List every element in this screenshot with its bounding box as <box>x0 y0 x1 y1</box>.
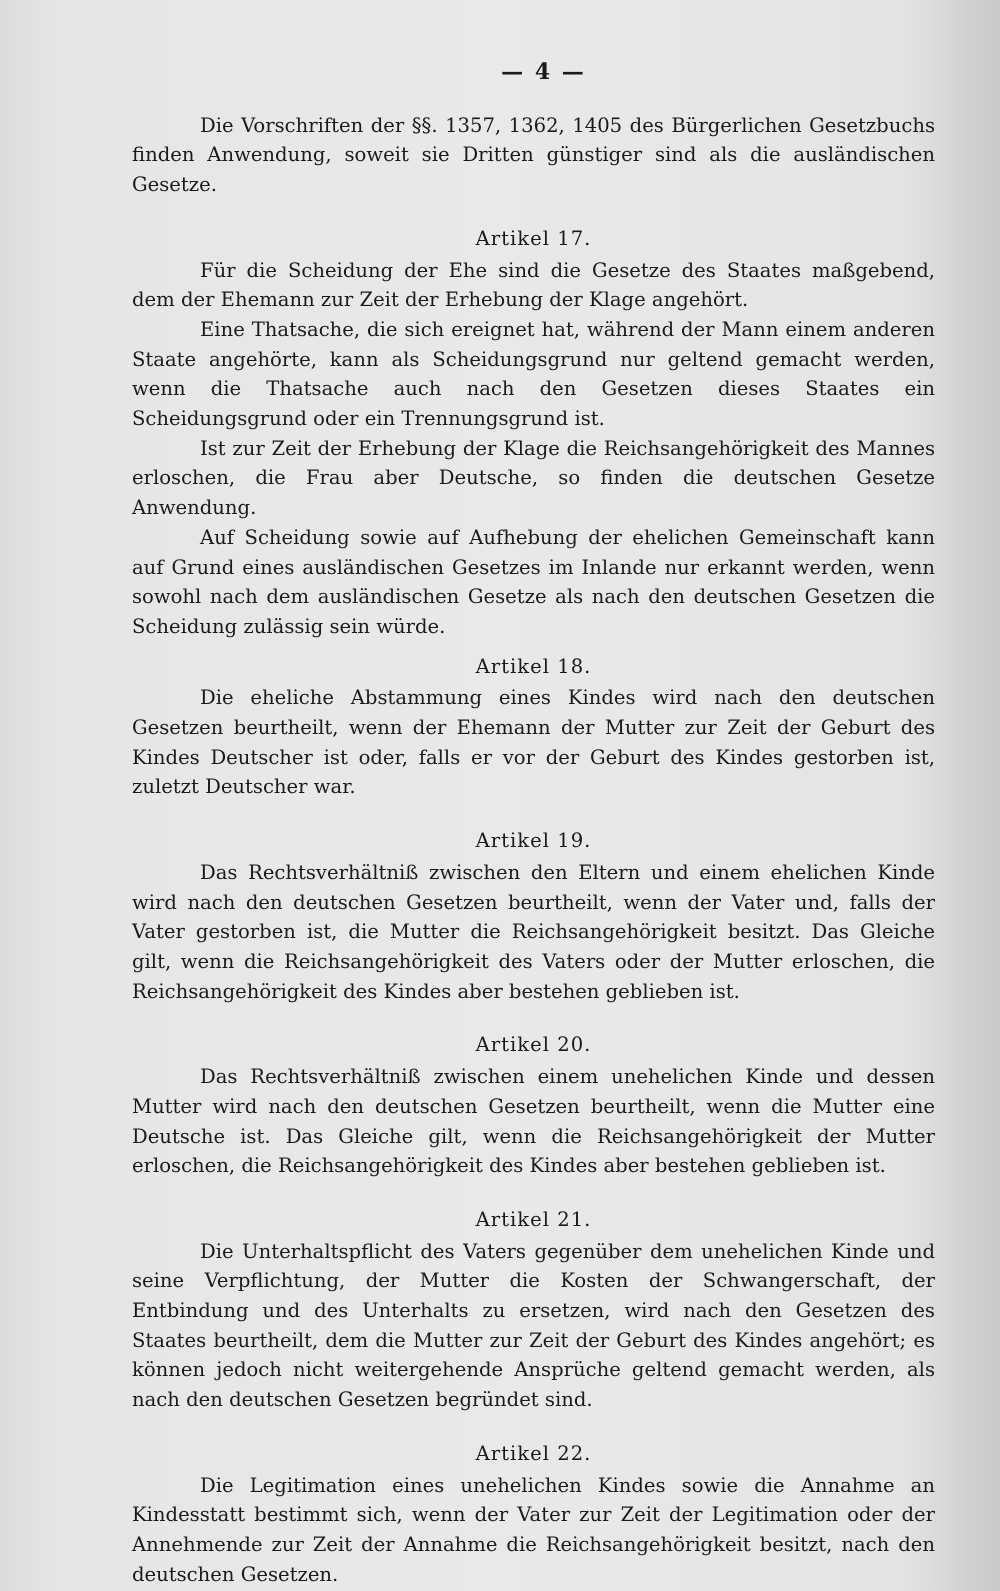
article-paragraph: Für die Scheidung der Ehe sind die Gesetze des Staates maßgebend, dem der Ehemann zur Zeit der Erhebung der Klage angehört. <box>132 258 935 312</box>
article-paragraph: Die eheliche Abstammung eines Kindes wird nach den deutschen Gesetzen beurtheilt, wenn der Ehemann der Mutter zur Zeit der Geburt des Kindes Deutscher ist oder, falls er vor der Geburt des Kindes gestorben ist, zuletzt Deutscher war. <box>132 686 935 799</box>
article-paragraph: Eine Thatsache, die sich ereignet hat, während der Mann einem anderen Staate angehörte, kann als Scheidungsgrund nur geltend gemacht werden, wenn die Thatsache auch nach den Gesetzen dieses Staates ein Scheidungsgrund oder ein Trennungsgrund ist. <box>132 317 935 431</box>
article-title: Artikel 21. <box>475 1207 592 1231</box>
article-19 <box>132 826 935 1006</box>
article-18 <box>132 652 935 803</box>
article-title: Artikel 18. <box>475 654 592 678</box>
article-title: Artikel 20. <box>475 1033 592 1057</box>
article-22 <box>132 1439 935 1590</box>
article-title: Artikel 17. <box>475 226 592 250</box>
article-paragraph: Die Legitimation eines unehelichen Kindes sowie die Annahme an Kindesstatt bestimmt sich, wenn der Vater zur Zeit der Legitimation oder der Annehmende zur Zeit der Annahme die Reichsangehörigkeit besitzt, nach den deutschen Gesetzen. <box>132 1473 935 1586</box>
article-paragraph: Ist zur Zeit der Erhebung der Klage die Reichsangehörigkeit des Mannes erloschen, die Frau aber Deutsche, so finden die deutschen Gesetze Anwendung. <box>132 436 935 520</box>
article-title: Artikel 19. <box>475 829 592 853</box>
text-block <box>132 58 935 1589</box>
article-20 <box>132 1030 935 1181</box>
page-number: — 4 — <box>501 59 586 85</box>
article-paragraph: Das Rechtsverhältniß zwischen einem unehelichen Kinde und dessen Mutter wird nach den deutschen Gesetzen beurtheilt, wenn die Mutter eine Deutsche ist. Das Gleiche gilt, wenn die Reichsangehörigkeit der Mutter erloschen, die Reichsangehörigkeit des Kindes aber bestehen geblieben ist. <box>132 1065 935 1178</box>
intro-paragraph: Die Vorschriften der §§. 1357, 1362, 1405 des Bürgerlichen Gesetzbuchs finden Anwendung, soweit sie Dritten günstiger sind als die ausländischen Gesetze. <box>132 113 935 197</box>
article-17 <box>132 224 935 642</box>
article-title: Artikel 22. <box>475 1441 592 1465</box>
article-21 <box>132 1205 935 1415</box>
article-paragraph: Die Unterhaltspflicht des Vaters gegenüber dem unehelichen Kinde und seine Verpflichtung, der Mutter die Kosten der Schwangerschaft, der Entbindung und des Unterhalts zu ersetzen, wird nach den Gesetzen des Staates beurtheilt, dem die Mutter zur Zeit der Geburt des Kindes angehört; es können jedoch nicht weitergehende Ansprüche geltend gemacht werden, als nach den deutschen Gesetzen begründet sind. <box>132 1239 935 1412</box>
article-paragraph: Auf Scheidung sowie auf Aufhebung der ehelichen Gemeinschaft kann auf Grund eines ausländischen Gesetzes im Inlande nur erkannt werden, wenn sowohl nach dem ausländischen Gesetze als nach den deutschen Gesetzen die Scheidung zulässig sein würde. <box>132 525 935 638</box>
article-paragraph: Das Rechtsverhältniß zwischen den Eltern und einem ehelichen Kinde wird nach den deutschen Gesetzen beurtheilt, wenn der Vater und, falls der Vater gestorben ist, die Mutter die Reichsangehörigkeit besitzt. Das Gleiche gilt, wenn die Reichsangehörigkeit des Vaters oder der Mutter erloschen, die Reichsangehörigkeit des Kindes aber bestehen geblieben ist. <box>132 860 935 1003</box>
